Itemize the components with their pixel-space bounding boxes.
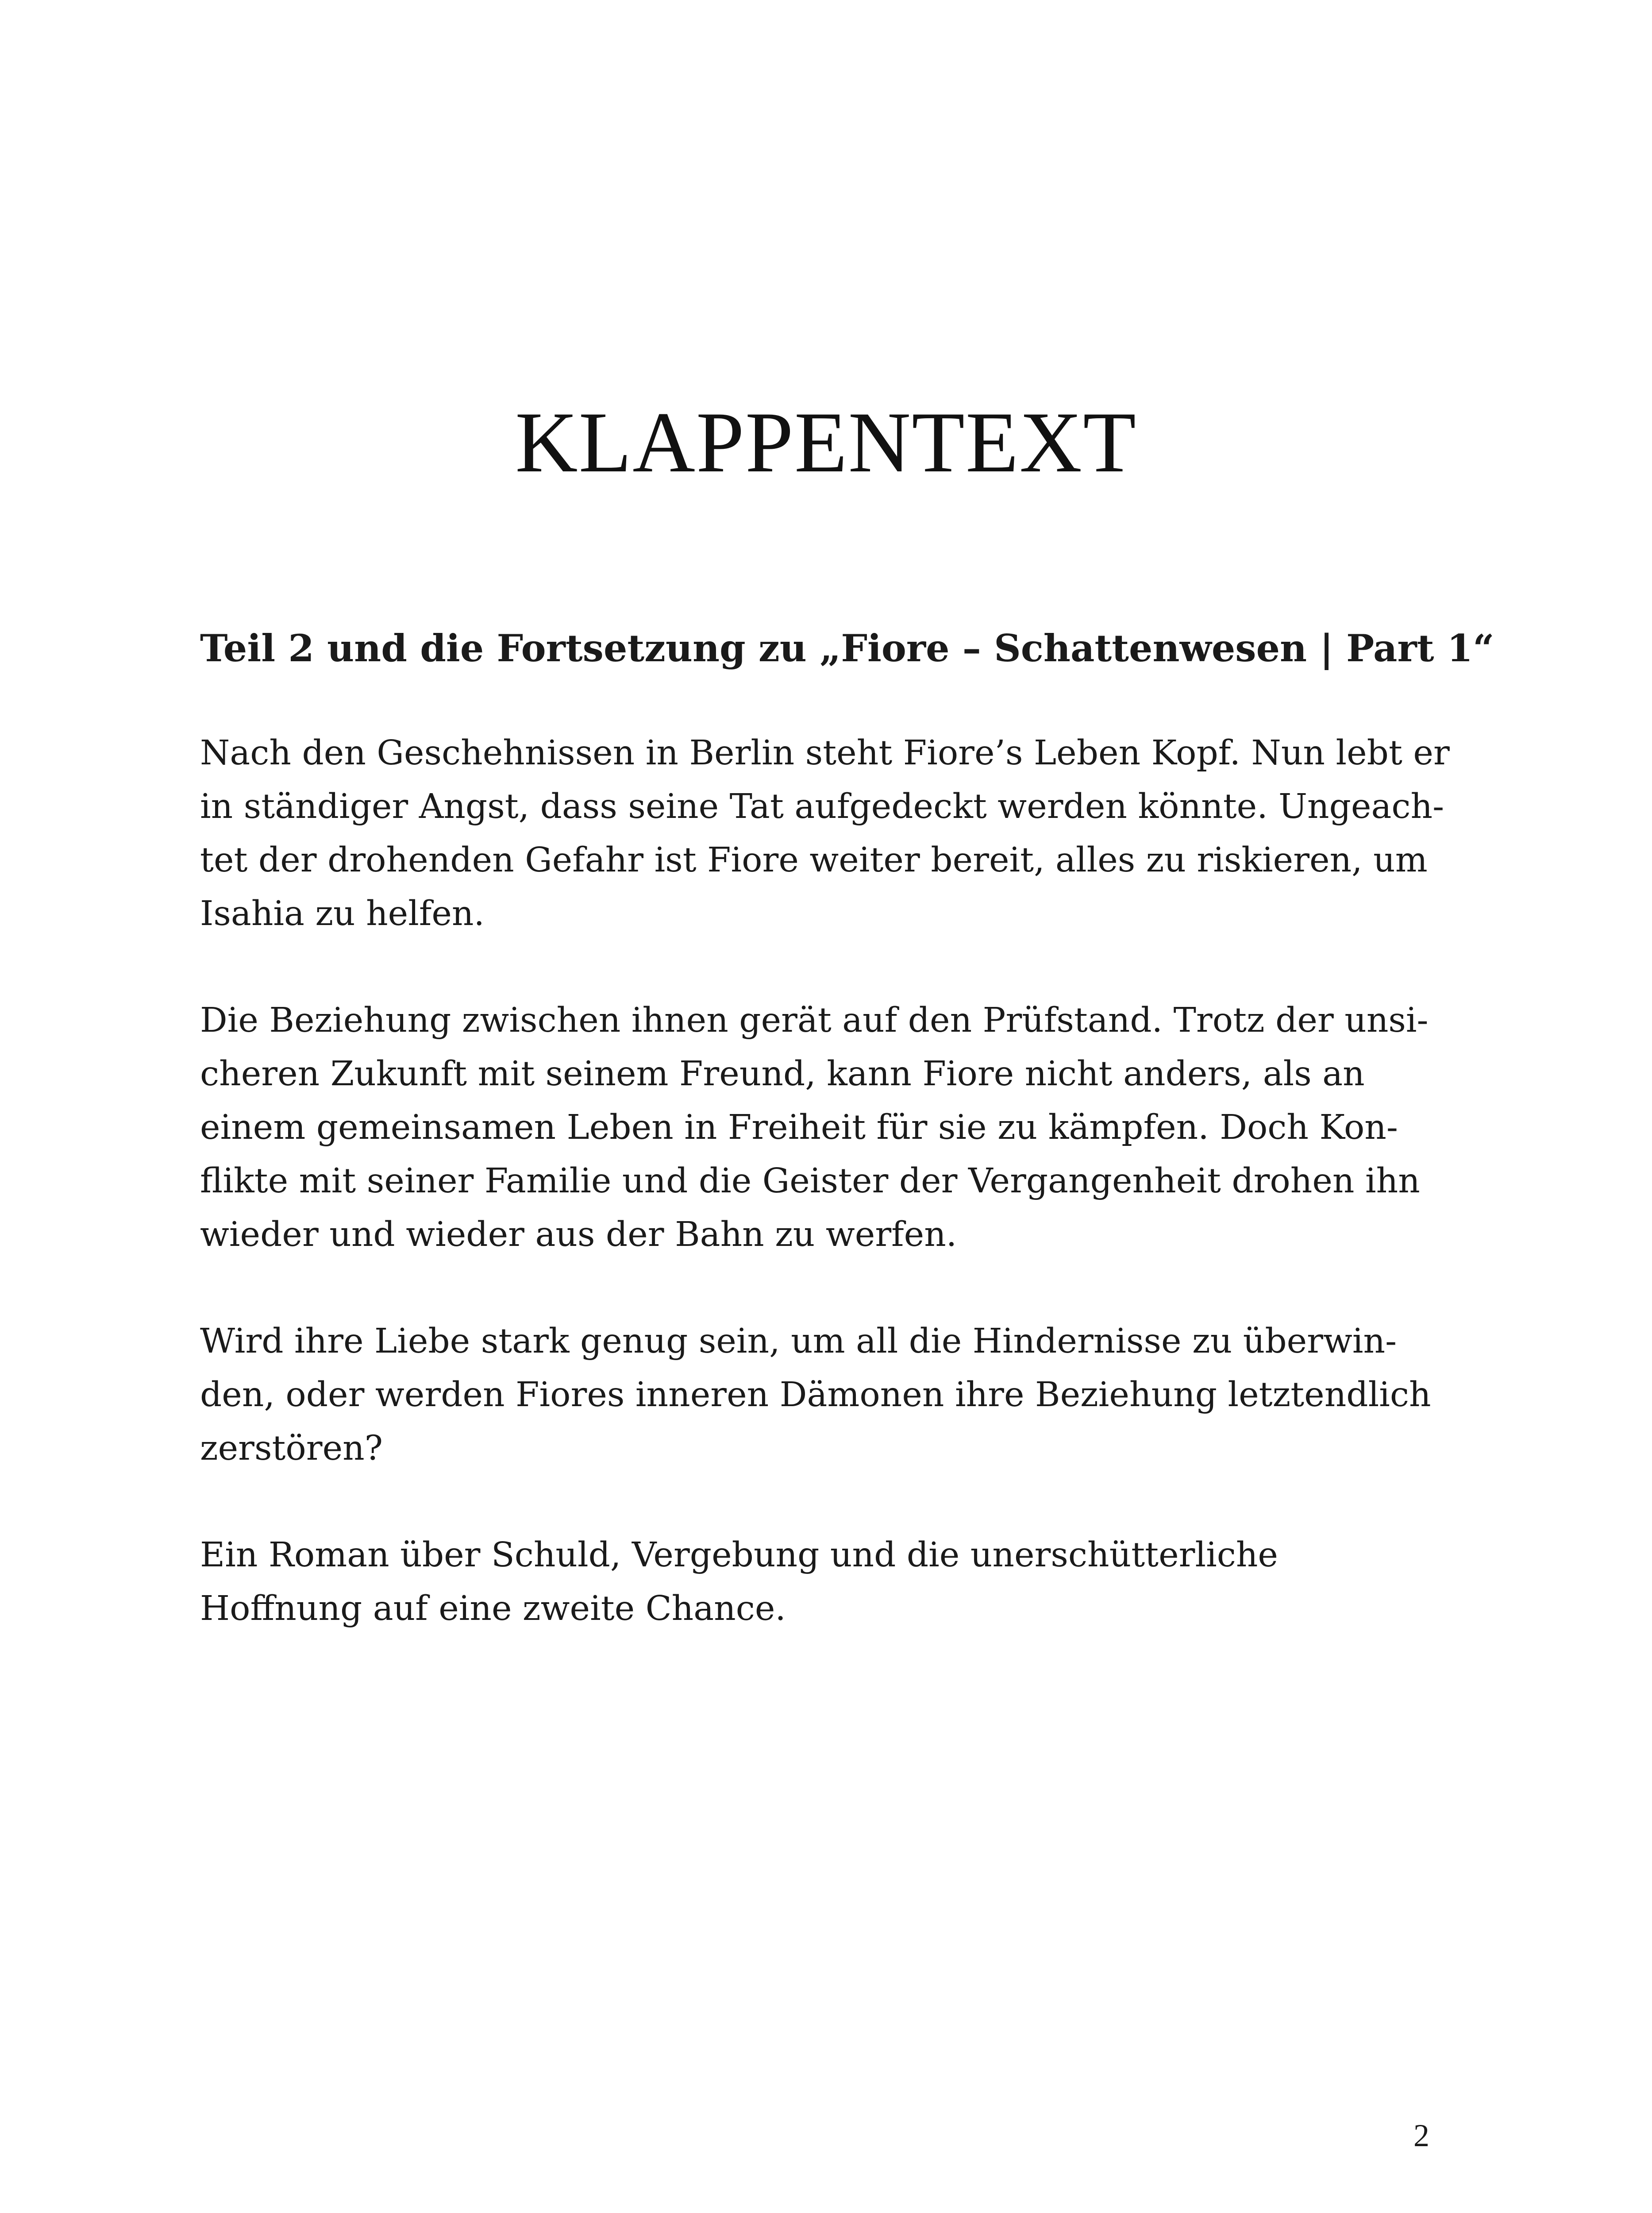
- blurb-content: [200, 622, 1494, 1635]
- text-line: Nach den Geschehnissen in Berlin steht Fiore’s Leben Kopf. Nun lebt er: [200, 733, 1450, 773]
- text-line: Wird ihre Liebe stark genug sein, um all die Hindernisse zu überwin-: [200, 1322, 1397, 1361]
- text-line: Isahia zu helfen.: [200, 894, 485, 933]
- text-line: zerstören?: [200, 1429, 383, 1468]
- paragraph-3: [200, 1315, 1483, 1475]
- text-line: flikte mit seiner Familie und die Geister der Vergangenheit drohen ihn: [200, 1161, 1420, 1201]
- text-line: wieder und wieder aus der Bahn zu werfen.: [200, 1215, 957, 1254]
- page-title: KLAPPENTEXT: [515, 394, 1137, 490]
- text-line: in ständiger Angst, dass seine Tat aufgedeckt werden könnte. Ungeach-: [200, 787, 1444, 826]
- text-line: cheren Zukunft mit seinem Freund, kann Fiore nicht anders, als an: [200, 1054, 1365, 1094]
- paragraph-4: [200, 1528, 1483, 1635]
- text-line: Hoffnung auf eine zweite Chance.: [200, 1589, 786, 1628]
- text-line: Ein Roman über Schuld, Vergebung und die unerschütterliche: [200, 1535, 1278, 1575]
- page-number: 2: [1413, 2118, 1429, 2153]
- text-line: Die Beziehung zwischen ihnen gerät auf den Prüfstand. Trotz der unsi-: [200, 1001, 1429, 1040]
- subtitle: Teil 2 und die Fortsetzung zu „Fiore – Schattenwesen | Part 1“: [200, 626, 1494, 670]
- paragraph-2: [200, 994, 1483, 1261]
- text-line: den, oder werden Fiores inneren Dämonen ihre Beziehung letztendlich: [200, 1375, 1431, 1415]
- paragraph-1: [200, 726, 1483, 941]
- text-line: tet der drohenden Gefahr ist Fiore weiter bereit, alles zu riskieren, um: [200, 840, 1428, 880]
- text-line: einem gemeinsamen Leben in Freiheit für sie zu kämpfen. Doch Kon-: [200, 1108, 1398, 1147]
